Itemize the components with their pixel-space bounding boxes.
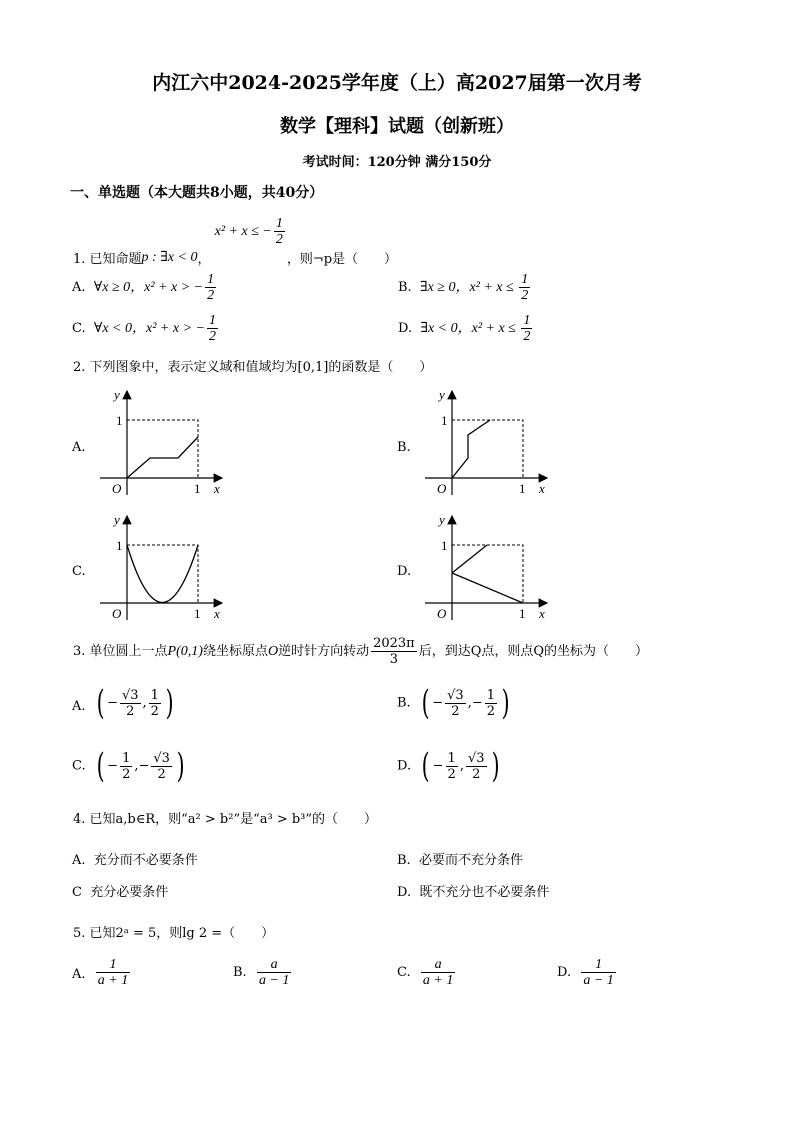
- one-x-label: 1: [519, 481, 526, 496]
- exam-title: 内江六中2024-2025学年度（上）高2027届第一次月考: [152, 72, 642, 94]
- graph-c[interactable]: [92, 510, 232, 625]
- question-1: 1. 已知命题p : ∃x < 0， x² + x ≤ − $\frac{1}{2}$ ，则¬p是（ ）: [73, 216, 398, 267]
- dashed-bound: [452, 420, 523, 478]
- x-label: x: [539, 481, 545, 496]
- origin-label: O: [437, 606, 447, 621]
- q1-suffix: ，则¬p是（ ）: [286, 252, 398, 267]
- q2-option-a-label[interactable]: A.: [72, 440, 86, 455]
- q3-option-c[interactable]: C. ( − $\frac{1}{2}$ ,− $\frac{√3}{2}$ ): [72, 746, 185, 786]
- q1-proposition: p : ∃x < 0: [141, 250, 198, 265]
- x-label: x: [214, 481, 220, 496]
- q3-option-d[interactable]: D. ( − $\frac{1}{2}$ , $\frac{√3}{2}$ ): [397, 746, 500, 786]
- origin-label: O: [437, 481, 447, 496]
- one-x-label: 1: [519, 606, 526, 621]
- dashed-bound: [452, 545, 523, 603]
- one-y-label: 1: [116, 538, 123, 553]
- x-label: x: [539, 606, 545, 621]
- q2-option-b-label[interactable]: B.: [397, 440, 411, 455]
- exam-info: 考试时间：120分钟 满分150分: [302, 155, 492, 170]
- q4-option-d[interactable]: D. 既不充分也不必要条件: [397, 885, 550, 900]
- q4-option-b[interactable]: B. 必要而不充分条件: [397, 853, 523, 868]
- q3-option-a[interactable]: A. ( − $\frac{√3}{2}$ , $\frac{1}{2}$ ): [72, 683, 174, 723]
- one-y-label: 1: [116, 413, 123, 428]
- q4-option-a[interactable]: A. 充分而不必要条件: [72, 853, 198, 868]
- y-label: y: [439, 387, 445, 402]
- origin-label: O: [112, 606, 122, 621]
- q5-option-c[interactable]: C. $\frac{a}{a + 1}$: [397, 957, 454, 988]
- function-curve: [127, 437, 198, 478]
- function-line-upper: [452, 545, 487, 573]
- q5-option-d[interactable]: D. $\frac{1}{a - 1}$: [557, 957, 614, 988]
- y-label: y: [439, 512, 445, 527]
- q1-prefix: 1. 已知命题: [73, 252, 142, 267]
- q2-option-c-label[interactable]: C.: [72, 564, 86, 579]
- x-label: x: [214, 606, 220, 621]
- function-line-lower: [452, 573, 523, 603]
- one-y-label: 1: [441, 413, 448, 428]
- q3-option-b[interactable]: B. ( − $\frac{√3}{2}$ ,− $\frac{1}{2}$ ): [397, 683, 510, 723]
- one-x-label: 1: [194, 481, 201, 496]
- question-3: 3. 单位圆上一点P(0,1)绕坐标原点O逆时针方向转动 $\frac{2023\pi}{3}$ 后，到达Q点，则点Q的坐标为（ ）: [73, 636, 649, 667]
- graph-b[interactable]: [417, 385, 557, 500]
- graph-d[interactable]: [417, 510, 557, 625]
- graph-a[interactable]: [92, 385, 232, 500]
- one-y-label: 1: [441, 538, 448, 553]
- y-label: y: [114, 387, 120, 402]
- q1-option-b[interactable]: B. ∃x ≥ 0，x² + x ≤ $\frac{1}{2}$: [398, 272, 529, 303]
- question-2: 2. 下列图象中，表示定义域和值域均为[0,1]的函数是（ ）: [73, 360, 433, 375]
- q1-fraction: $\frac{1}{2}$: [275, 216, 283, 247]
- exam-subtitle: 数学【理科】试题（创新班）: [280, 116, 514, 137]
- q4-option-c[interactable]: C 充分必要条件: [72, 885, 169, 900]
- question-5: 5. 已知2ᵃ = 5，则lg 2 =（ ）: [73, 926, 275, 941]
- origin-label: O: [112, 481, 122, 496]
- section-title: 一、单选题（本大题共8小题，共40分）: [70, 185, 324, 201]
- q5-option-a[interactable]: A. $\frac{1}{a + 1}$: [72, 957, 129, 988]
- q1-inequality: x² + x ≤ −: [214, 224, 272, 239]
- q1-option-c[interactable]: C. ∀x < 0，x² + x > − $\frac{1}{2}$: [72, 313, 216, 344]
- one-x-label: 1: [194, 606, 201, 621]
- q2-option-d-label[interactable]: D.: [397, 564, 412, 579]
- function-curve: [452, 420, 490, 478]
- q1-option-d[interactable]: D. ∃x < 0，x² + x ≤ $\frac{1}{2}$: [398, 313, 531, 344]
- y-label: y: [114, 512, 120, 527]
- q1-option-a[interactable]: A. ∀x ≥ 0，x² + x > − $\frac{1}{2}$: [72, 272, 215, 303]
- question-4: 4. 已知a,b∈R，则“a² > b²”是“a³ > b³”的（ ）: [73, 812, 378, 827]
- function-curve: [127, 545, 198, 603]
- q5-option-b[interactable]: B. $\frac{a}{a - 1}$: [233, 957, 290, 988]
